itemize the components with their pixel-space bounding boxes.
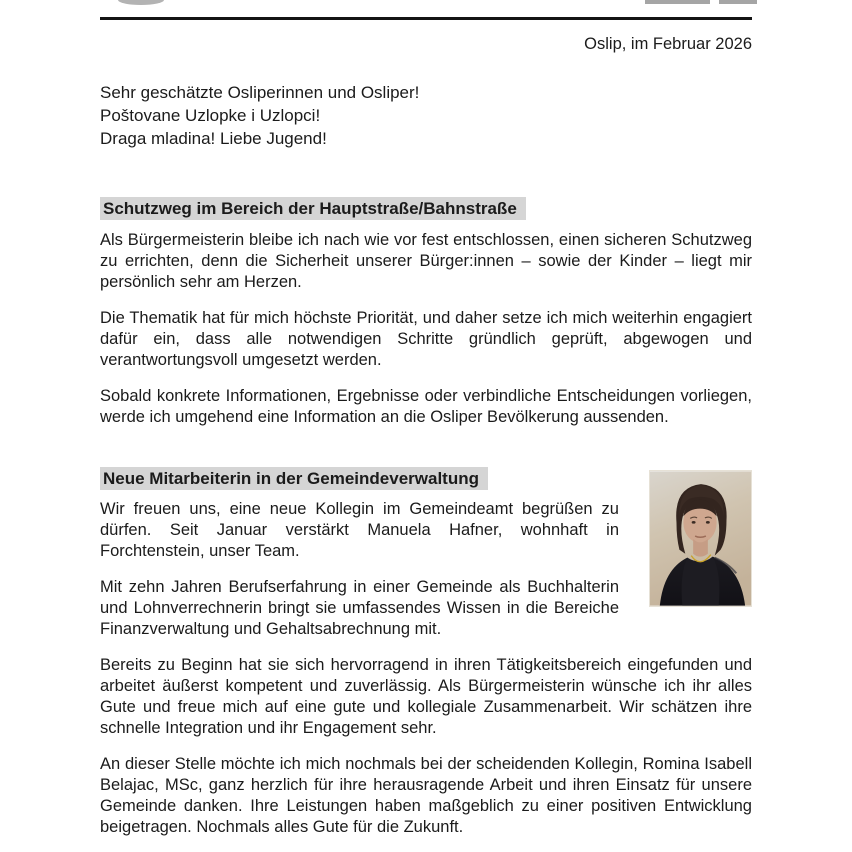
paragraph: Die Thematik hat für mich höchste Priorität, und daher setze ich mich weiterhin engagiert dafür ein, dass alle notwendigen Schritte gründlich geprüft, abgewogen und verantwortungsvoll umgesetzt werden. bbox=[100, 309, 752, 369]
greeting-line-croatian: Poštovane Uzlopke i Uzlopci! bbox=[100, 106, 321, 125]
portrait-photo-manuela-hafner bbox=[649, 470, 752, 607]
date-line: Oslip, im Februar 2026 bbox=[584, 35, 752, 53]
greeting-line-german: Sehr geschätzte Osliperinnen und Osliper! bbox=[100, 83, 420, 102]
greeting-line-youth: Draga mladina! Liebe Jugend! bbox=[100, 129, 327, 148]
header-divider-rule bbox=[100, 17, 752, 20]
paragraph: An dieser Stelle möchte ich mich nochmals bei der scheidenden Kollegin, Romina Isabell Belajac, MSc, ganz herzlich für ihre herausragende Arbeit und ihren Einsatz für unsere Gemeinde danken. Ihre Leistungen haben maßgeblich zu einer positiven Entwicklung beigetragen. Nochmals alles Gute für die Zukunft. bbox=[100, 755, 752, 836]
paragraph: Wir freuen uns, eine neue Kollegin im Gemeindeamt begrüßen zu dürfen. Seit Januar verstärkt Manuela Hafner, wohnhaft in Forchtenstein, unser Team. bbox=[100, 500, 619, 560]
paragraph: Als Bürgermeisterin bleibe ich nach wie vor fest entschlossen, einen sicheren Schutzweg zu errichten, denn die Sicherheit unserer Bürger:innen – sowie der Kinder – liegt mir persönlich sehr am Herzen. bbox=[100, 231, 752, 291]
salutation-block bbox=[100, 81, 752, 150]
paragraph: Mit zehn Jahren Berufserfahrung in einer Gemeinde als Buchhalterin und Lohnverrechnerin bringt sie umfassendes Wissen in die Bereiche Finanzverwaltung und Gehaltsabrechnung mit. bbox=[100, 578, 619, 638]
newsletter-page bbox=[100, 0, 752, 838]
paragraph: Bereits zu Beginn hat sie sich hervorragend in ihren Tätigkeitsbereich eingefunden und arbeitet äußerst kompetent und zuverlässig. Als Bürgermeisterin wünsche ich ihr alles Gute und freue mich auf eine gute und kollegiale Zusammenarbeit. Wir schätzen ihre schnelle Integration und ihr Engagement sehr. bbox=[100, 656, 752, 737]
section-heading-schutzweg: Schutzweg im Bereich der Hauptstraße/Bahnstraße bbox=[100, 197, 526, 220]
section-neue-mitarbeiterin bbox=[100, 467, 752, 838]
section-schutzweg bbox=[100, 197, 752, 428]
paragraph: Sobald konkrete Informationen, Ergebnisse oder verbindliche Entscheidungen vorliegen, werde ich umgehend eine Information an die Osliper Bevölkerung aussenden. bbox=[100, 387, 752, 426]
section-heading-neue-mitarbeiterin: Neue Mitarbeiterin in der Gemeindeverwaltung bbox=[100, 467, 488, 490]
